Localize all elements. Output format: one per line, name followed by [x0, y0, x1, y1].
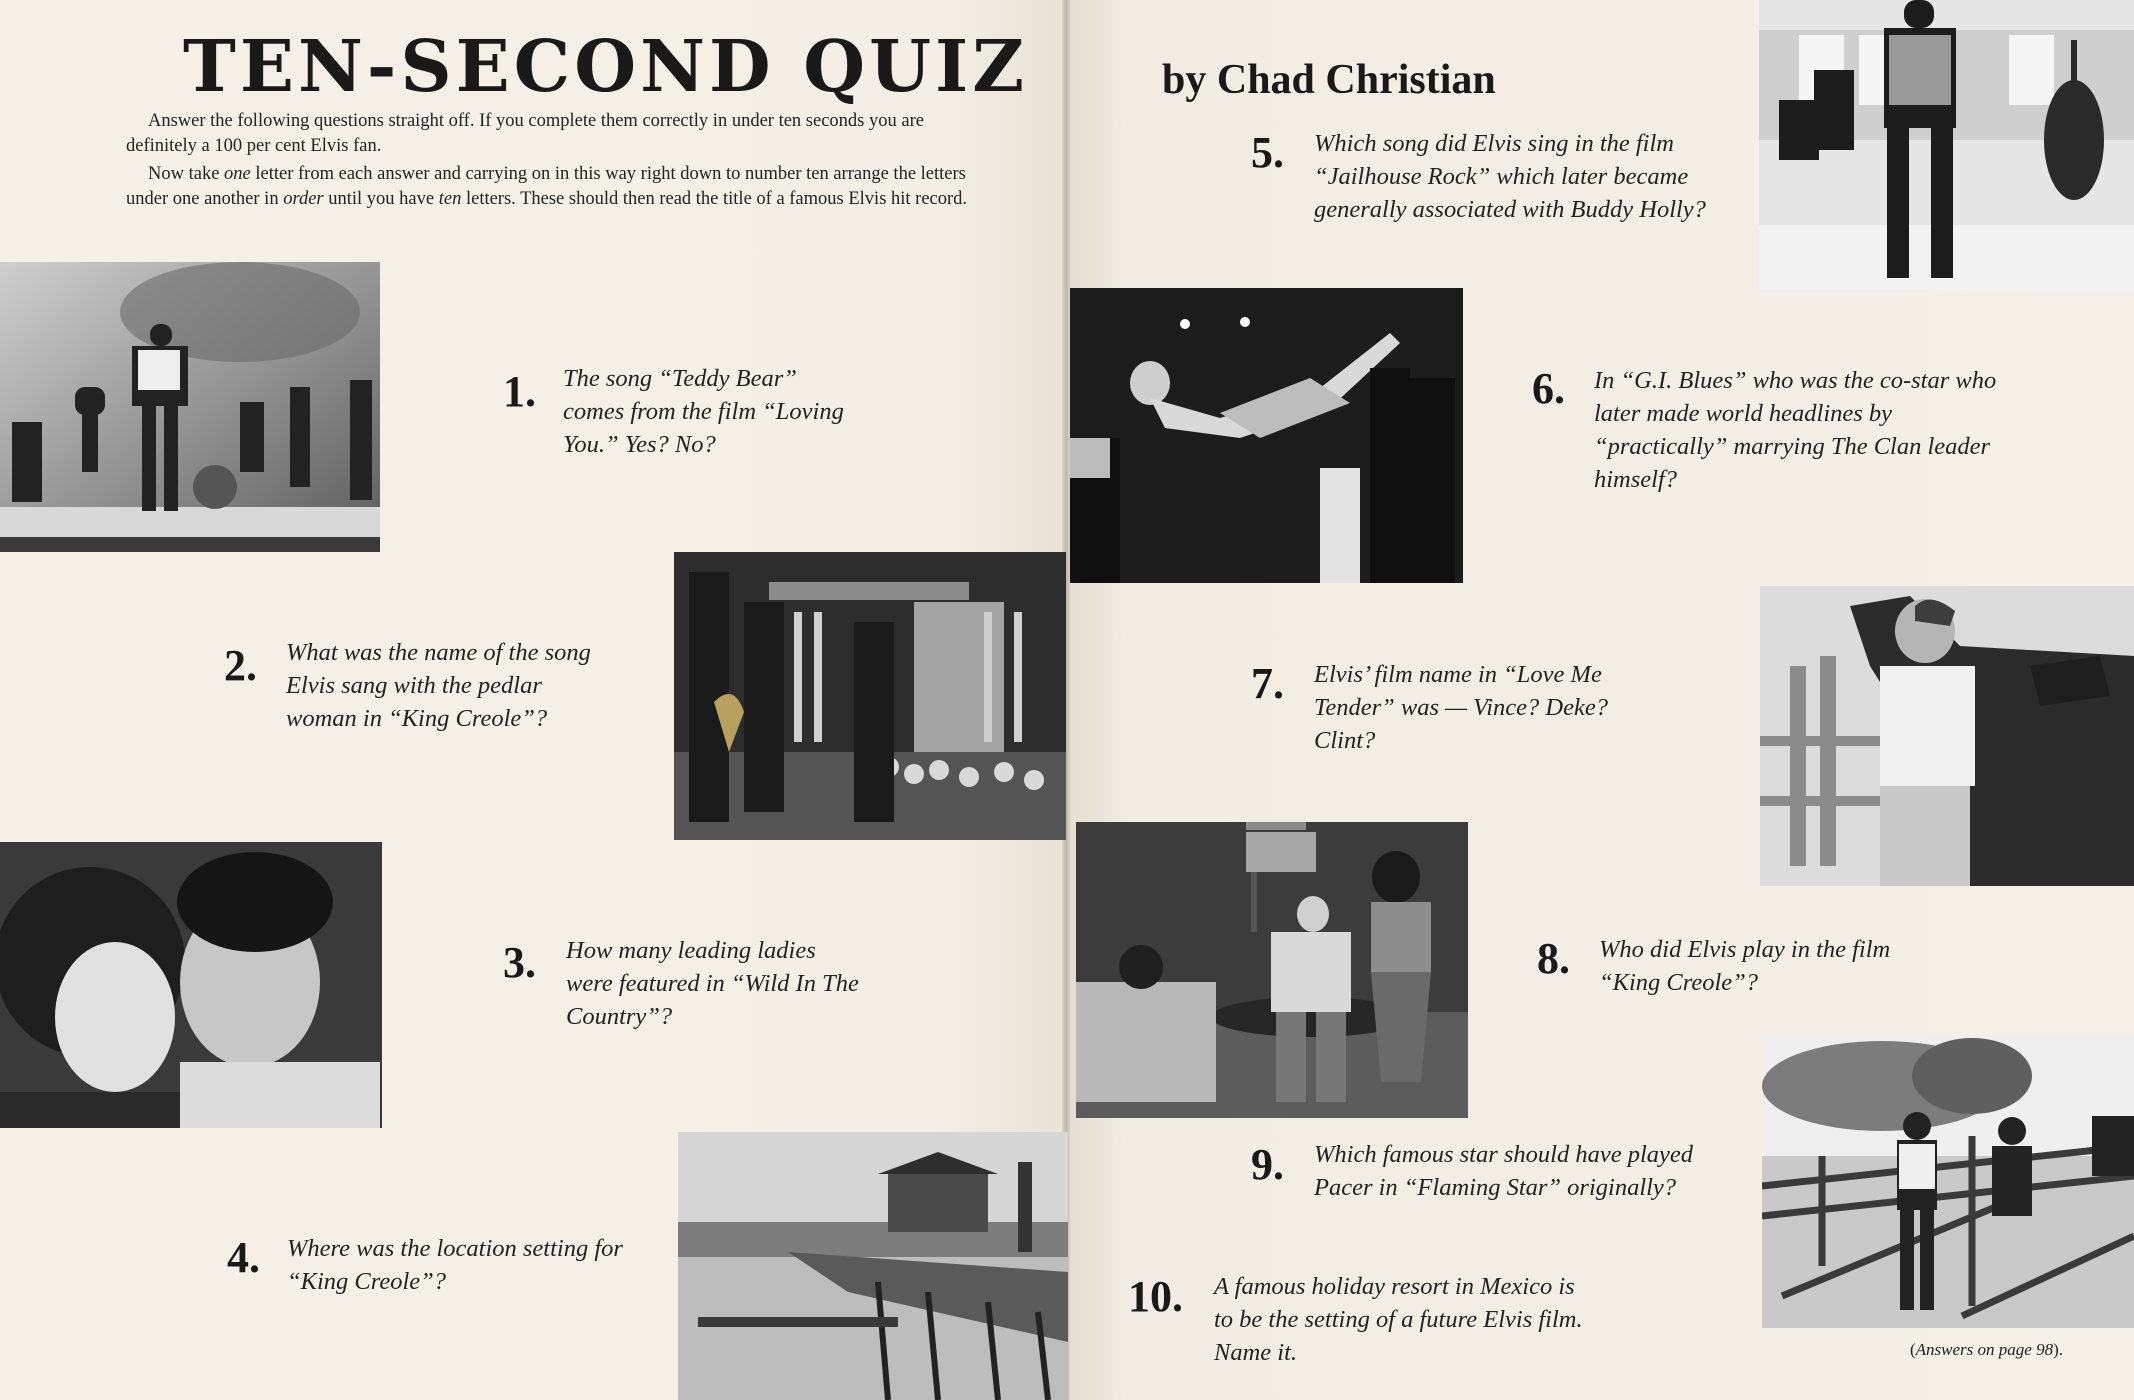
question-7-text: Elvis’ film name in “Love Me Tender” was — Vince? Deke? Clint?: [1314, 661, 1608, 754]
question-10-number: 10.: [1128, 1272, 1183, 1321]
intro-paragraph-2: [126, 162, 976, 212]
photo-embrace: [0, 842, 382, 1128]
question-3-text: How many leading ladies were featured in “Wild In The Country”?: [566, 937, 859, 1030]
question-3-number: 3.: [503, 938, 536, 987]
question-6-number: 6.: [1532, 364, 1565, 413]
question-2-number: 2.: [224, 641, 257, 690]
question-4-text: Where was the location setting for “King Creole”?: [287, 1235, 623, 1295]
page-title: TEN-SECOND QUIZ: [183, 24, 1029, 108]
question-1-text: The song “Teddy Bear” comes from the film “Loving You.” Yes? No?: [563, 365, 844, 458]
photo-living-room: [1076, 822, 1468, 1118]
question-6-text: In “G.I. Blues” who was the co-star who later made world headlines by “practically” marrying The Clan leader himself?: [1594, 367, 1997, 493]
question-4-number: 4.: [227, 1233, 260, 1282]
question-5-number: 5.: [1251, 128, 1284, 177]
photo-saxophone-band: [674, 552, 1066, 840]
intro-text-2: Now take one letter from each answer and carrying on in this way right down to number ten arrange the letters under one another in order until you have ten letters. These should then read the title of a famous Elvis hit record.: [126, 164, 968, 209]
question-9-number: 9.: [1251, 1140, 1284, 1189]
question-2-text: What was the name of the song Elvis sang with the pedlar woman in “King Creole”?: [286, 639, 591, 732]
question-1-number: 1.: [503, 367, 536, 416]
question-7-number: 7.: [1251, 659, 1284, 708]
question-8-text: Who did Elvis play in the film “King Creole”?: [1599, 936, 1891, 996]
photo-dock-house: [678, 1132, 1068, 1400]
byline: by Chad Christian: [1162, 57, 1496, 103]
intro-text-1: Answer the following questions straight off. If you complete them correctly in under ten seconds you are definitely a 100 per cent Elvis fan.: [126, 111, 924, 156]
photo-dancer: [1070, 288, 1463, 583]
answers-note: (Answers on page 98).: [1910, 1340, 2064, 1359]
photo-fence-builders: [1762, 1036, 2134, 1328]
photo-stage-band: [0, 262, 380, 552]
photo-man-horse: [1760, 586, 2134, 886]
question-10-text: A famous holiday resort in Mexico is to be the setting of a future Elvis film. Name it.: [1214, 1273, 1583, 1366]
question-8-number: 8.: [1537, 934, 1570, 983]
question-9-text: Which famous star should have played Pacer in “Flaming Star” originally?: [1314, 1141, 1694, 1201]
question-5-text: Which song did Elvis sing in the film “Jailhouse Rock” which later became generally associated with Buddy Holly?: [1314, 130, 1706, 223]
intro-paragraph-1: [126, 109, 976, 159]
photo-rehearsal: [1759, 0, 2134, 290]
